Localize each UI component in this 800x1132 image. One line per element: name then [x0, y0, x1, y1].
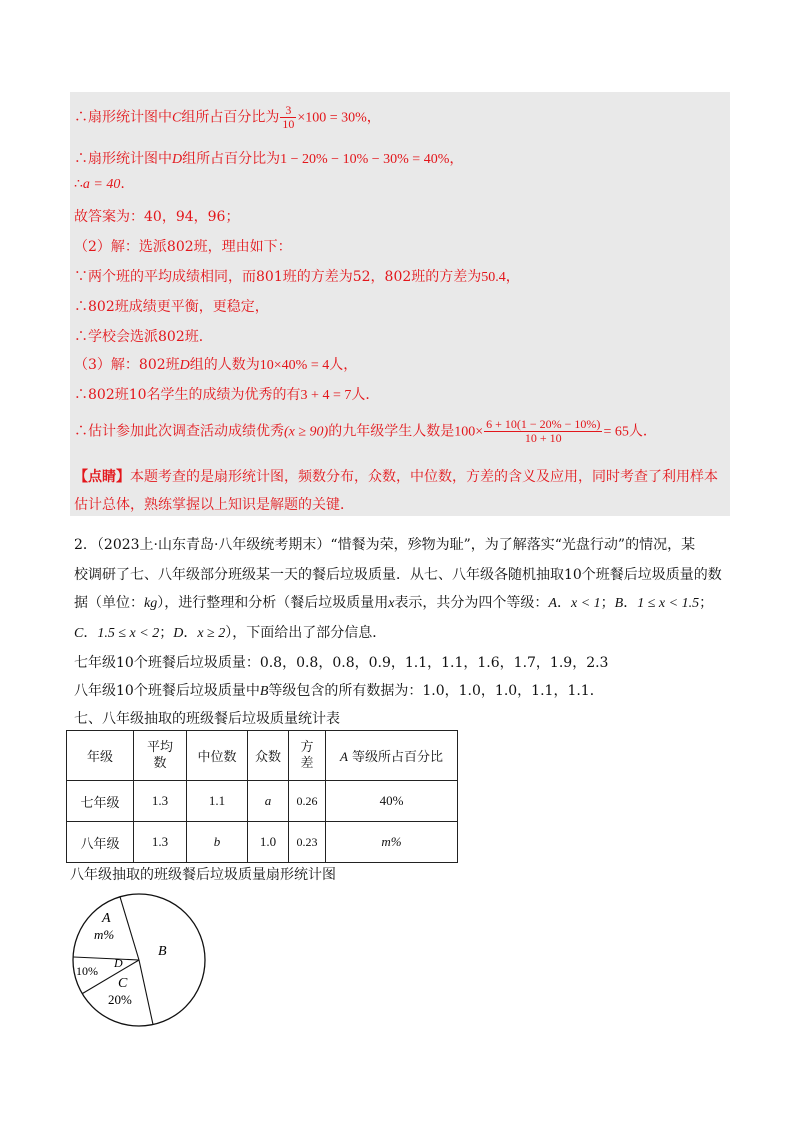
text: ； — [600, 595, 615, 611]
text: ， — [366, 109, 381, 126]
cell-mode: 1.0 — [248, 822, 289, 863]
text: 组所占百分比为 — [181, 109, 280, 126]
problem-line-1: 2．（2023上·山东青岛·八年级统考期末）“惜餐为荣，殄物为耻”，为了解落实“光盘行动”的情况，某 — [74, 537, 696, 553]
fraction — [280, 104, 296, 131]
text: ， — [449, 151, 464, 167]
problem-line-2: 校调研了七、八年级部分班级某一天的餐后垃圾质量．从七、八年级各随机抽取10个班餐后垃圾质量的数 — [74, 567, 722, 583]
problem-line-5: 七年级10个班餐后垃圾质量：0.8，0.8，0.8，0.9，1.1，1.1，1.6，1.7，1.9，2.3 — [74, 655, 609, 671]
table-title: 七、八年级抽取的班级餐后垃圾质量统计表 — [74, 711, 340, 727]
text: 等级包含的所有数据为：1.0，1.0，1.0，1.1，1.1． — [268, 683, 604, 699]
solution-line-1 — [74, 104, 381, 131]
text: ． — [183, 625, 198, 641]
text: ， — [505, 269, 520, 285]
cell-mode: a — [248, 781, 289, 822]
numerator: 6 + 10(1 − 20% − 10%) — [486, 417, 601, 431]
solution-line-3 — [74, 176, 125, 193]
text: ），进行整理和分析（餐后垃圾质量用 — [157, 595, 389, 611]
unit: kg — [144, 596, 158, 611]
var: D — [173, 626, 184, 641]
text: 表示，共分为四个等级： — [394, 595, 549, 611]
numerator: 3 — [280, 104, 296, 118]
header-variance — [289, 731, 326, 781]
text: ． — [557, 595, 571, 611]
text: ∴扇形统计图中 — [74, 109, 172, 126]
cell-variance: 0.26 — [289, 781, 326, 822]
solution-line-9 — [74, 354, 357, 374]
expr: 10×40% = 4 — [259, 358, 330, 373]
text: 人， — [329, 357, 358, 373]
pie-label-b: B — [158, 944, 167, 959]
pie-label-a: A — [102, 911, 111, 926]
var: B — [614, 596, 624, 611]
var: B — [259, 684, 269, 699]
pie-value-d: 10% — [76, 964, 98, 978]
solution-line-6 — [74, 266, 520, 286]
problem-line-6 — [74, 680, 604, 700]
table-row — [67, 781, 458, 822]
header-median: 中位数 — [187, 731, 248, 781]
text: ． — [623, 595, 638, 611]
var: D — [179, 358, 190, 373]
table-header-row — [67, 731, 458, 781]
pie-value-c: 20% — [108, 992, 132, 1007]
statistics-table — [66, 730, 458, 863]
text: 差 — [300, 755, 314, 771]
var: C — [74, 626, 84, 641]
comment-tag: 【点睛】 — [74, 469, 130, 485]
pie-boundary-d-a — [74, 957, 140, 960]
solution-line-2 — [74, 148, 463, 168]
text: 人． — [628, 423, 657, 440]
expr: ×100 = 30% — [297, 110, 367, 126]
solution-line-10 — [74, 384, 379, 404]
text: 八年级10个班餐后垃圾质量中 — [74, 683, 260, 699]
pie-chart — [68, 889, 210, 1031]
pie-value-a: m% — [94, 927, 115, 942]
cell-mean: 1.3 — [134, 781, 187, 822]
header-grade: 年级 — [67, 731, 134, 781]
pie-boundary-b-c — [139, 960, 153, 1025]
var: x — [388, 596, 395, 611]
text: 的九年级学生人数是 — [328, 423, 455, 440]
expr: a = 40 — [82, 177, 121, 192]
text: ∵两个班的平均成绩相同，而801班的方差为52，802班的方差为 — [74, 269, 482, 285]
var: D — [172, 152, 183, 167]
text: ∴ — [74, 176, 83, 192]
header-mean — [134, 731, 187, 781]
condition: (x ≥ 90) — [284, 424, 329, 440]
expr: 3 + 4 = 7 — [300, 388, 352, 403]
problem-line-4 — [74, 622, 386, 642]
pie-label-c: C — [118, 976, 128, 991]
table-row — [67, 822, 458, 863]
text: 方 — [300, 739, 314, 755]
cell-pct: m% — [326, 822, 458, 863]
comment-line-2: 估计总体，熟练掌握以上知识是解题的关键． — [74, 497, 354, 513]
expr: 1.5 ≤ x < 2 — [97, 626, 160, 641]
cell-pct: 40% — [326, 781, 458, 822]
expr: x ≥ 2 — [197, 626, 226, 641]
cell-mean: 1.3 — [134, 822, 187, 863]
text: ∴扇形统计图中 — [74, 151, 172, 167]
pie-boundary-a-b — [120, 897, 139, 960]
result: = 65 — [603, 424, 629, 440]
pie-label-d: D — [114, 956, 123, 970]
solution-line-5: （2）解：选派802班，理由如下： — [74, 239, 292, 255]
text: 组的人数为 — [189, 357, 260, 373]
problem-line-3 — [74, 592, 713, 612]
text: ），下面给出了部分信息． — [225, 625, 387, 641]
text: （3）解：802班 — [74, 357, 180, 373]
text: ． — [83, 625, 98, 641]
text: . — [120, 176, 125, 192]
cell-median: b — [187, 822, 248, 863]
fraction — [484, 418, 602, 445]
text: ； — [159, 625, 174, 641]
text: 平均 — [146, 739, 173, 755]
text: ∴估计参加此次调查活动成绩优秀 — [74, 423, 284, 440]
comment-line-1 — [74, 466, 718, 486]
text: 本题考查的是扇形统计图，频数分布，众数，中位数，方差的含义及应用，同时考查了利用样本 — [130, 469, 718, 485]
header-pct-a — [326, 731, 458, 781]
solution-line-11 — [74, 418, 657, 445]
solution-line-4: 故答案为：40，94，96； — [74, 209, 240, 225]
denominator: 10 — [282, 117, 295, 131]
solution-line-7: ∴802班成绩更平衡，更稳定， — [74, 299, 269, 315]
var: A — [339, 749, 348, 764]
text: 组所占百分比为 — [182, 151, 281, 167]
denominator: 10 + 10 — [524, 431, 562, 445]
solution-line-8: ∴学校会选派802班． — [74, 329, 213, 345]
cell-grade: 八年级 — [67, 822, 134, 863]
cell-median: 1.1 — [187, 781, 248, 822]
solution-block — [70, 92, 730, 516]
header-mode: 众数 — [248, 731, 289, 781]
text: ∴802班10名学生的成绩为优秀的有 — [74, 387, 301, 403]
expr: 1 − 20% − 10% − 30% = 40% — [280, 152, 450, 167]
var: A — [548, 596, 557, 611]
pie-title: 八年级抽取的班级餐后垃圾质量扇形统计图 — [70, 867, 336, 883]
var: C — [172, 110, 182, 126]
expr: 100× — [454, 424, 484, 440]
text: 人． — [351, 387, 380, 403]
cell-variance: 0.23 — [289, 822, 326, 863]
text: ； — [699, 595, 714, 611]
value: 50.4 — [481, 270, 506, 285]
expr: 1 ≤ x < 1.5 — [637, 596, 700, 611]
text: 等级所占百分比 — [352, 750, 444, 765]
text: 据（单位： — [74, 595, 144, 611]
expr: x < 1 — [571, 596, 601, 611]
text: 数 — [153, 755, 167, 771]
cell-grade: 七年级 — [67, 781, 134, 822]
